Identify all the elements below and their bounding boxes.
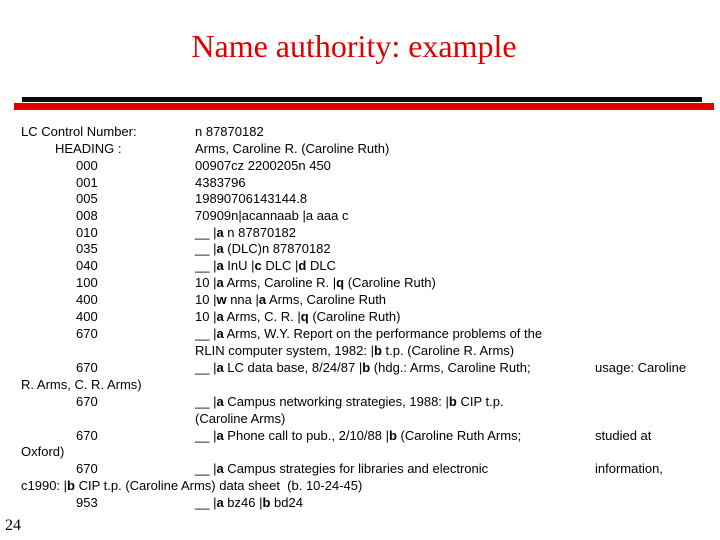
- field-670-e-wrap: c1990: |b CIP t.p. (Caroline Arms) data sheet (b. 10-24-45): [21, 478, 363, 493]
- field-670-c-line2: (Caroline Arms): [195, 411, 286, 426]
- tag-670-c: 670: [76, 394, 98, 409]
- tag-400-a: 400: [76, 292, 98, 307]
- tag-010: 010: [76, 225, 98, 240]
- field-670-d-wrap: Oxford): [21, 444, 65, 459]
- field-670-d-right: studied at: [595, 428, 652, 443]
- field-010-value: __ |a n 87870182: [195, 225, 296, 240]
- field-953-value: __ |a bz46 |b bd24: [195, 495, 303, 510]
- page-number: 24: [5, 517, 21, 534]
- field-670-a-line2: RLIN computer system, 1982: |b t.p. (Caroline R. Arms): [195, 343, 515, 358]
- field-035-value: __ |a (DLC)n 87870182: [195, 241, 331, 256]
- field-670-b-wrap: R. Arms, C. R. Arms): [21, 377, 142, 392]
- field-040-value: __ |a InU |c DLC |d DLC: [195, 258, 336, 273]
- tag-670-e: 670: [76, 461, 98, 476]
- field-100-value: 10 |a Arms, Caroline R. |q (Caroline Ruth): [195, 275, 436, 290]
- field-001-value: 4383796: [195, 175, 246, 190]
- field-670-e-right: information,: [595, 461, 663, 476]
- field-670-b-right: usage: Caroline: [595, 360, 687, 375]
- slide-title: Name authority: example: [191, 28, 517, 64]
- tag-040: 040: [76, 258, 98, 273]
- tag-670-b: 670: [76, 360, 98, 375]
- field-400-b-value: 10 |a Arms, C. R. |q (Caroline Ruth): [195, 309, 401, 324]
- field-000-value: 00907cz 2200205n 450: [195, 158, 331, 173]
- lccn-label: LC Control Number:: [21, 124, 137, 139]
- field-670-e-value: __ |a Campus strategies for libraries and electronic: [195, 461, 489, 476]
- tag-953: 953: [76, 495, 98, 510]
- field-400-a-value: 10 |w nna |a Arms, Caroline Ruth: [195, 292, 387, 307]
- field-670-b-value: __ |a LC data base, 8/24/87 |b (hdg.: Arms, Caroline Ruth;: [195, 360, 531, 375]
- tag-100: 100: [76, 275, 98, 290]
- tag-400-b: 400: [76, 309, 98, 324]
- tag-670-d: 670: [76, 428, 98, 443]
- tag-000: 000: [76, 158, 98, 173]
- tag-035: 035: [76, 241, 98, 256]
- title-rule-dark: [22, 97, 702, 102]
- field-670-c-value: __ |a Campus networking strategies, 1988: |b CIP t.p.: [195, 394, 504, 409]
- tag-670-a: 670: [76, 326, 98, 341]
- lccn-value: n 87870182: [195, 124, 264, 139]
- field-008-value: 70909n|acannaab |a aaa c: [195, 208, 349, 223]
- tag-005: 005: [76, 191, 98, 206]
- field-670-d-value: __ |a Phone call to pub., 2/10/88 |b (Caroline Ruth Arms;: [195, 428, 522, 443]
- tag-008: 008: [76, 208, 98, 223]
- field-670-a-value: __ |a Arms, W.Y. Report on the performance problems of the: [195, 326, 543, 341]
- field-005-value: 19890706143144.8: [195, 191, 308, 206]
- title-rule-red: [14, 103, 714, 110]
- heading-label: HEADING :: [55, 141, 122, 156]
- tag-001: 001: [76, 175, 98, 190]
- heading-value: Arms, Caroline R. (Caroline Ruth): [195, 141, 390, 156]
